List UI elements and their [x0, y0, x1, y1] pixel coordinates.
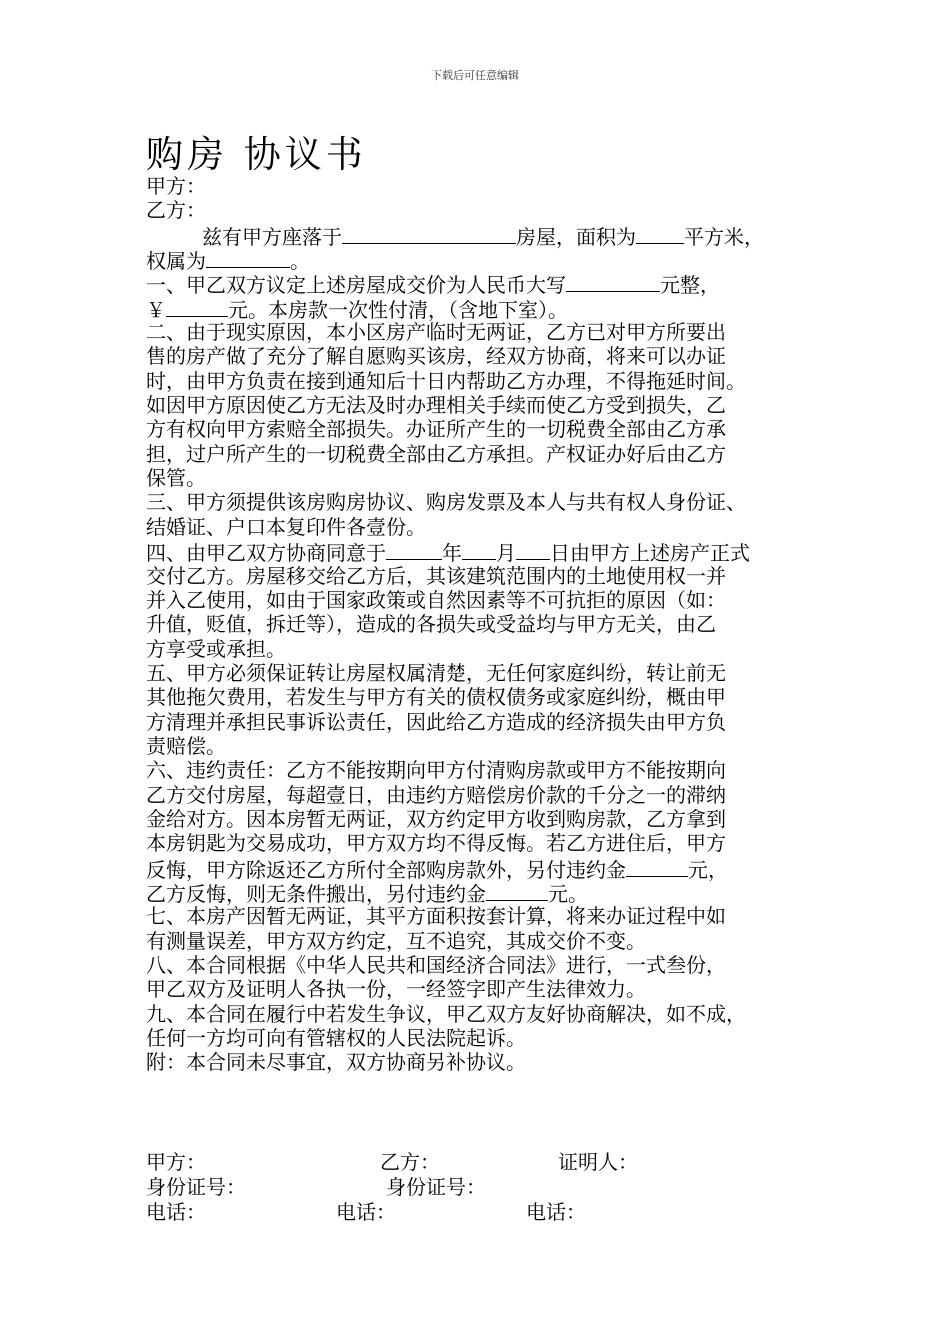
- clause-4-line: 交付乙方。房屋移交给乙方后，其该建筑范围内的土地使用权一并: [146, 563, 726, 588]
- clause-8-line: 甲乙双方及证明人各执一份，一经签字即产生法律效力。: [146, 977, 646, 1002]
- clause-6-line: 本房钥匙为交易成功，甲方双方均不得反悔。若乙方进住后，甲方: [146, 831, 726, 856]
- clause-2-line: 时，由甲方负责在接到通知后十日内帮助乙方办理，不得拖延时间。: [146, 368, 746, 393]
- clause-4-line: 方享受或承担。: [146, 636, 286, 661]
- clause-4-line-1: 四、由甲乙双方协商同意于 年 月 日由甲方上述房产正式: [146, 541, 750, 566]
- clause-3-line: 结婚证、户口本复印件各壹份。: [146, 514, 426, 539]
- clause-2-line: 如因甲方原因使乙方无法及时办理相关手续而使乙方受到损失，乙: [146, 393, 726, 418]
- price-words-blank: [566, 271, 660, 292]
- signature-party-a: 甲方：: [146, 1150, 206, 1174]
- appendix-line: 附：本合同未尽事宜，双方协商另补协议。: [146, 1050, 526, 1075]
- price-figure-blank: [166, 296, 228, 317]
- signature-party-b: 乙方：: [380, 1150, 440, 1174]
- clause-8-line: 八、本合同根据《中华人民共和国经济合同法》进行，一式叁份，: [146, 953, 726, 977]
- party-b-line: 乙方：: [146, 198, 206, 223]
- month-blank: [462, 539, 496, 560]
- clause-2-line: 保管。: [146, 466, 206, 491]
- clause-6-line: 金给对方。因本房暂无两证，双方约定甲方收到购房款，乙方拿到: [146, 806, 726, 831]
- phone-witness: 电话：: [526, 1200, 586, 1224]
- clause-4-line: 并入乙使用，如由于国家政策或自然因素等不可抗拒的原因（如：: [146, 587, 726, 612]
- penalty-a-blank: [626, 856, 688, 877]
- contract-body: [146, 174, 826, 1075]
- clause-5-line: 五、甲方必须保证转让房屋权属清楚，无任何家庭纠纷，转让前无: [146, 660, 726, 685]
- ownership-blank: [206, 247, 290, 268]
- clause-9-line: 任何一方均可向有管辖权的人民法院起诉。: [146, 1026, 526, 1051]
- party-a-line: 甲方：: [146, 174, 206, 198]
- clause-6-line: 六、违约责任：乙方不能按期向甲方付清购房款或甲方不能按期向: [146, 758, 726, 783]
- clause-3-line: 三、甲方须提供该房购房协议、购房发票及本人与共有权人身份证、: [146, 490, 746, 515]
- intro-line-1: 兹有甲方座落于 房屋，面积为 平方米，: [202, 224, 764, 249]
- clause-2-line: 方有权向甲方索赔全部损失。办证所产生的一切税费全部由乙方承: [146, 417, 726, 442]
- clause-1-line-2: ￥ 元。本房款一次性付清，（含地下室）。: [146, 297, 568, 322]
- clause-7-line: 有测量误差，甲方双方约定，互不追究，其成交价不变。: [146, 928, 646, 953]
- day-blank: [516, 539, 550, 560]
- phone-party-a: 电话：: [146, 1200, 206, 1224]
- clause-5-line: 其他拖欠费用，若发生与甲方有关的债权债务或家庭纠纷，概由甲: [146, 685, 726, 710]
- clause-9-line: 九、本合同在履行中若发生争议，甲乙双方友好协商解决，如不成，: [146, 1001, 746, 1026]
- clause-1-line-1: 一、甲乙双方议定上述房屋成交价为人民币大写 元整，: [146, 273, 720, 298]
- area-blank: [636, 223, 684, 244]
- phone-party-b: 电话：: [336, 1200, 396, 1224]
- clause-5-line: 责赔偿。: [146, 733, 226, 758]
- id-number-party-a: 身份证号：: [146, 1175, 246, 1199]
- document-title: 购房 协议书: [146, 133, 367, 176]
- penalty-b-blank: [486, 880, 548, 901]
- clause-6-line-5: 反悔，甲方除返还乙方所付全部购房款外，另付违约金 元，: [146, 857, 728, 882]
- clause-6-line: 乙方交付房屋，每超壹日，由违约方赔偿房价款的千分之一的滞纳: [146, 782, 726, 807]
- page-header-note: 下载后可任意编辑: [431, 69, 519, 82]
- id-number-party-b: 身份证号：: [386, 1175, 486, 1199]
- clause-6-line-6: 乙方反悔，则无条件搬出，另付违约金 元。: [146, 881, 588, 906]
- clause-7-line: 七、本房产因暂无两证，其平方面积按套计算，将来办证过程中如: [146, 904, 726, 929]
- signature-witness: 证明人：: [558, 1150, 638, 1174]
- year-blank: [386, 539, 442, 560]
- clause-2-line: 担，过户所产生的一切税费全部由乙方承担。产权证办好后由乙方: [146, 441, 726, 466]
- clause-5-line: 方清理并承担民事诉讼责任，因此给乙方造成的经济损失由甲方负: [146, 709, 726, 734]
- clause-2-line: 售的房产做了充分了解自愿购买该房，经双方协商，将来可以办证: [146, 344, 726, 369]
- intro-line-2: 权属为 。: [146, 249, 310, 274]
- location-blank: [342, 223, 516, 244]
- clause-2-line: 二、由于现实原因，本小区房产临时无两证，乙方已对甲方所要出: [146, 320, 726, 345]
- clause-4-line: 升值，贬值，拆迁等），造成的各损失或受益均与甲方无关，由乙: [146, 612, 716, 637]
